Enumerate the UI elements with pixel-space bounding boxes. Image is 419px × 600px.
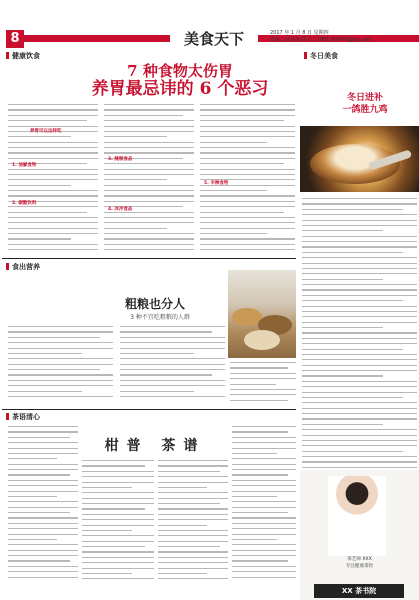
section-tag-health: 健康饮食 [2,51,66,62]
ad-caption [300,556,419,570]
grains-subheadline: 3 种不宜吃粗粮的人群 [130,314,190,321]
section-tag-nutrition: 食出营养 [2,262,66,273]
ad-logo: XX 茶书院 [314,584,404,598]
issue-date: 2017 年 1 月 8 日 星期四 [270,30,329,36]
grains-column-1 [8,326,113,406]
divider-grains [2,409,296,410]
ad-caption-line2: 专注健康茶饮 [345,564,374,569]
winter-headline-line1: 冬日进补 [346,93,383,103]
main-headline-line2: 养胃最忌讳的 6 个恶习 [91,79,269,99]
divider-main [2,258,296,259]
section-title: 美食天下 [170,30,258,48]
grains-column-2 [120,326,225,406]
subhead-spicy: 5. 辛辣食物 [204,181,229,186]
tea-column-3 [158,460,228,598]
main-headline-line1: 7 种食物太伤胃 [127,62,233,80]
tea-column-2 [82,460,154,598]
section-tag-winter: 冬日美食 [300,51,374,62]
main-article-column-3 [200,104,295,254]
ad-caption-line1: 茶艺师 XXX [347,557,372,562]
subhead-oily: 1. 油腻食物 [12,163,37,168]
subhead-pickled: 3. 腌制食品 [108,157,133,162]
page-header [0,0,419,46]
grains-photo [228,270,296,358]
winter-article-text [302,198,417,460]
tea-headline: 柑普 茶谱 [104,438,206,454]
grain-bowl-3 [244,330,280,350]
subhead-soda: 2. 碳酸饮料 [12,201,37,206]
issue-editor: 责编：赵进海 版式：1991765846@qq.com [270,37,373,43]
grains-column-3 [230,362,296,406]
main-headline [70,62,290,98]
issue-meta [270,30,415,44]
section-tag-tea: 茶语清心 [2,412,66,423]
ad-portrait [328,476,386,556]
main-article-column-2 [104,104,194,254]
tea-house-ad [300,470,419,600]
tea-column-4 [232,426,296,598]
page-number: 8 [6,30,24,48]
subhead-stomach: 养胃可以这样吃 [30,129,62,134]
subhead-cold: 4. 冰冷食品 [108,207,133,212]
grains-headline: 粗粮也分人 [124,297,185,311]
winter-headline [315,92,415,116]
main-article-column-1 [8,104,98,254]
winter-headline-line2: 一鸽胜九鸡 [342,105,388,115]
pigeon-soup-photo [300,126,419,192]
tea-column-1 [8,426,78,598]
